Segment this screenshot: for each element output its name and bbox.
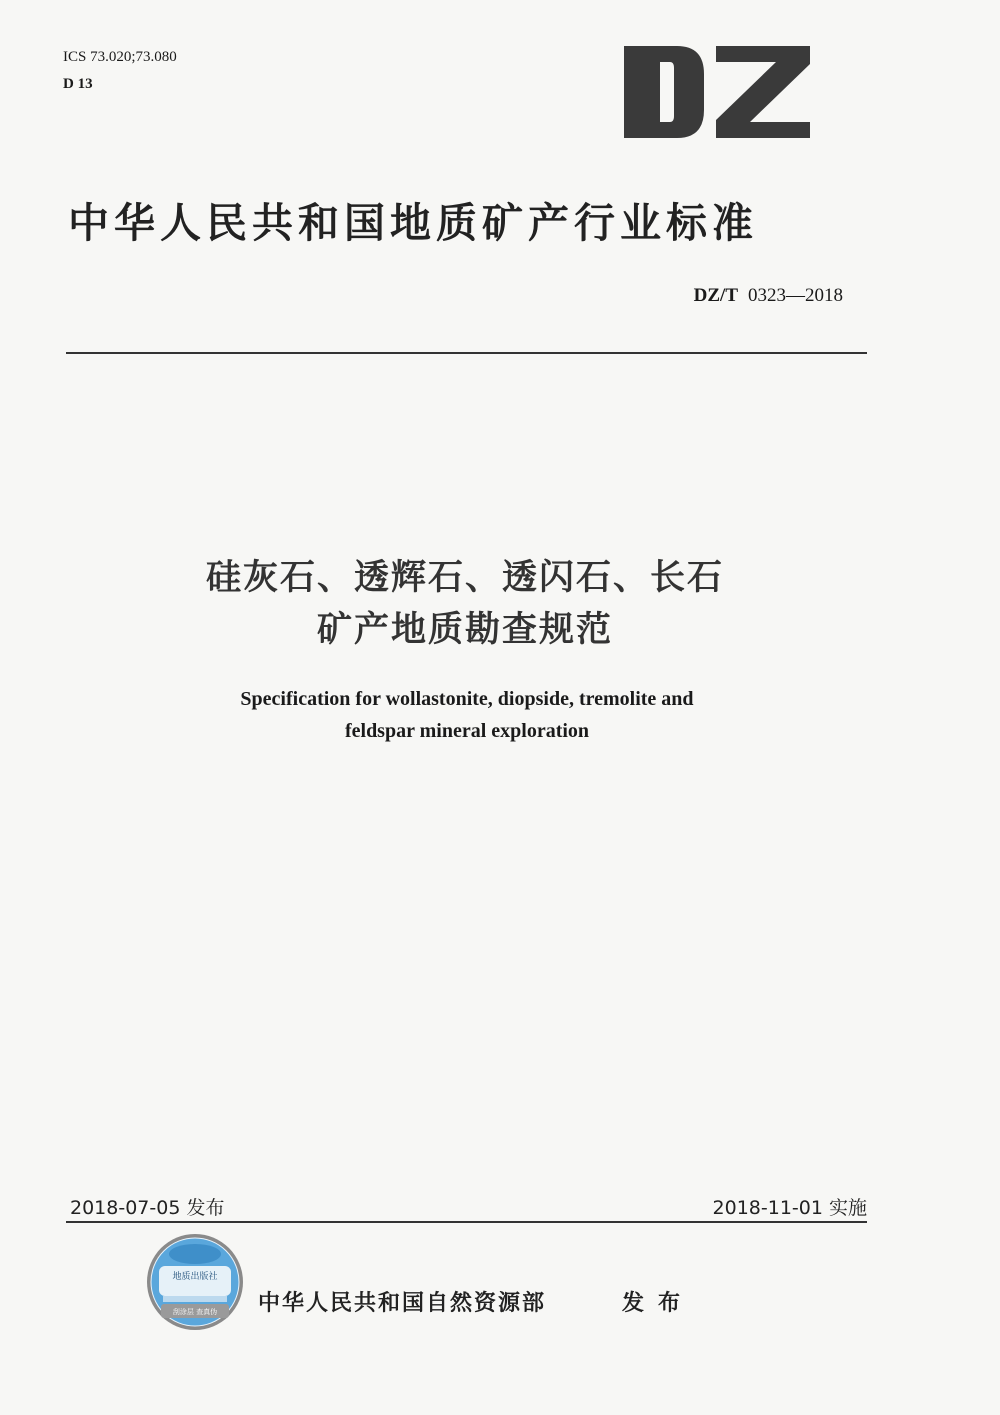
- publisher-name: 中华人民共和国自然资源部: [258, 1291, 547, 1316]
- ics-code: ICS 73.020;73.080: [63, 49, 177, 65]
- anti-counterfeit-seal: [145, 1232, 245, 1332]
- chinese-title-line-2: 矿产地质勘查规范: [316, 610, 613, 650]
- standard-code: [694, 285, 843, 307]
- english-title-line-2: feldspar mineral exploration: [344, 720, 590, 742]
- seal-publisher-text: 地质出版社: [172, 1272, 218, 1282]
- header-divider: [66, 352, 867, 354]
- date-row: [66, 1193, 867, 1221]
- standard-code-number: 0323—2018: [748, 285, 843, 306]
- chinese-title-line-1: 硅灰石、透辉石、透闪石、长石: [205, 558, 724, 598]
- implementation-date: 2018-11-01 实施: [712, 1197, 867, 1219]
- publish-label: 发布: [622, 1291, 695, 1316]
- standard-code-prefix: DZ/T: [693, 285, 738, 306]
- ccs-code: D 13: [63, 76, 93, 92]
- footer-divider: [66, 1221, 867, 1223]
- english-title-line-1: Specification for wollastonite, diopside, tremolite and: [240, 688, 694, 710]
- standard-category-title: 中华人民共和国地质矿产行业标准: [68, 199, 758, 247]
- dz-logo: [622, 44, 812, 140]
- classification-codes: [63, 44, 177, 98]
- seal-scratch-text: 刮涂层 查真伪: [172, 1308, 218, 1316]
- issue-date: 2018-07-05 发布: [70, 1197, 225, 1219]
